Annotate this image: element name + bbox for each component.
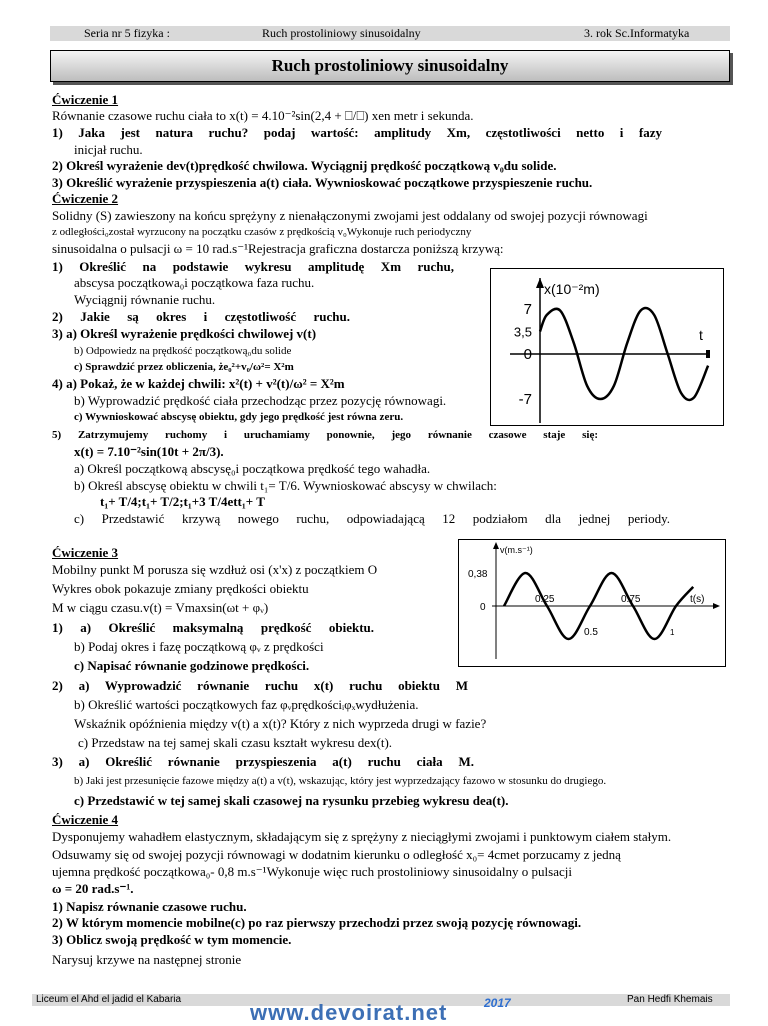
ex2-q5: 5) Zatrzymujemy ruchomy i uruchamiamy ponownie, jego równanie czasowe staje się: bbox=[52, 429, 598, 441]
footer-school: Liceum el Ahd el jadid el Kabaria bbox=[36, 994, 182, 1005]
ex2-q1-b: abscysa początkowa₀i początkowa faza ruchu. bbox=[74, 275, 315, 290]
ex3-q3a: 3) a) Określić równanie przyspieszenia a(t) ruchu ciała M. bbox=[52, 754, 474, 769]
y-tick-label: 3,5 bbox=[513, 324, 532, 340]
ex1-q3: 3) Określić wyrażenie przyspieszenia a(t) ciała. Wywnioskować początkowe przyspieszenie ruchu. bbox=[52, 175, 593, 190]
x-tick-label: 1 bbox=[670, 628, 675, 637]
displacement-chart bbox=[490, 268, 724, 426]
ex3-q3b: b) Jaki jest przesunięcie fazowe między a(t) a v(t), wskazując, który jest wyprzedzający fazowo w stosunku do drugiego. bbox=[74, 775, 607, 787]
ex3-intro-3: M w ciągu czasu.v(t) = Vmaxsin(ωt + φᵥ) bbox=[52, 600, 269, 615]
exercise-4-heading: Ćwiczenie 4 bbox=[52, 812, 119, 827]
ex3-intro-2: Wykres obok pokazuje zmiany prędkości obiektu bbox=[52, 581, 309, 596]
ex3-q2b-cont: Wskaźnik opóźnienia między v(t) a x(t)? Który z nich wyprzeda drugi w fazie? bbox=[74, 716, 487, 731]
ex2-q5c: c) Przedstawić krzywą nowego ruchu, odpowiadającą 12 podziałom dla jednej periody. bbox=[74, 511, 670, 526]
y-tick-label: -7 bbox=[518, 391, 532, 409]
ex2-q5a: a) Określ początkową abscysę₀i początkowa prędkość tego wahadła. bbox=[74, 461, 431, 476]
x-tick-label: 0.5 bbox=[584, 627, 598, 638]
x-tick-label: 0.75 bbox=[621, 594, 641, 605]
ex4-intro-4: ω = 20 rad.s⁻¹. bbox=[52, 881, 134, 896]
ex3-q1b: b) Podaj okres i fazę początkową φᵥ z prędkości bbox=[74, 639, 324, 654]
y-tick-label: 0 bbox=[480, 602, 486, 613]
x-axis-label: t(s) bbox=[690, 594, 705, 605]
y-tick-label: 0 bbox=[523, 346, 532, 363]
ex2-q4b: b) Wyprowadzić prędkość ciała przechodząc przez pozycję równowagi. bbox=[74, 393, 447, 408]
ex4-q3: 3) Oblicz swoją prędkość w tym momencie. bbox=[52, 932, 292, 947]
ex2-q5b: b) Określ abscysę obiektu w chwili t₁= T/6. Wywnioskować abscysy w chwilach: bbox=[74, 478, 497, 493]
ex3-q1a: 1) a) Określić maksymalną prędkość obiektu. bbox=[52, 620, 374, 635]
exercise-1-heading: Ćwiczenie 1 bbox=[52, 92, 119, 107]
x-axis-label: t bbox=[699, 327, 703, 343]
exercise-2-heading: Ćwiczenie 2 bbox=[52, 191, 119, 206]
ex3-q1c: c) Napisać równanie godzinowe prędkości. bbox=[74, 658, 310, 673]
y-axis-label: v(m.s⁻¹) bbox=[500, 545, 533, 555]
ex2-q3a: 3) a) Określ wyrażenie prędkości chwilowej v(t) bbox=[52, 326, 317, 341]
exercise-1-intro: Równanie czasowe ruchu ciała to x(t) = 4.10⁻²sin(2,4 + ⎕/⎕) xen metr i sekunda. bbox=[52, 108, 474, 123]
ex3-q2b: b) Określić wartości początkowych faz φᵥprędkościᵢφₓwydłużenia. bbox=[74, 697, 419, 712]
ex2-q4a: 4) a) Pokaż, że w każdej chwili: x²(t) + v²(t)/ω² = X²m bbox=[52, 376, 345, 391]
ex4-intro-3: ujemna prędkość początkowa₀- 0,8 m.s⁻¹Wykonuje więc ruch prostoliniowy sinusoidalny o pulsacji bbox=[52, 864, 572, 879]
x-tick-label: 0.25 bbox=[535, 594, 555, 605]
ex2-intro-2: z odległości₀został wyrzucony na początku czasów z prędkością v₀Wykonuje ruch periodyczny bbox=[52, 226, 472, 238]
ex3-q3c: c) Przedstawić w tej samej skali czasowej na rysunku przebieg wykresu dea(t). bbox=[74, 793, 509, 808]
x-axis-end bbox=[706, 350, 710, 358]
ex4-intro-1: Dysponujemy wahadłem elastycznym, składającym się z sprężyny z nieciągłymi zwojami i punktowym ciałem stałym. bbox=[52, 829, 672, 844]
velocity-chart bbox=[458, 539, 726, 667]
watermark-logo: www.devoirat.net bbox=[250, 1000, 448, 1025]
header-series: Seria nr 5 fizyka : bbox=[84, 26, 170, 40]
ex3-intro-1: Mobilny punkt M porusza się wzdłuż osi (x'x) z początkiem O bbox=[52, 562, 378, 577]
footer-year: 2017 bbox=[484, 996, 511, 1010]
ex4-q1: 1) Napisz równanie czasowe ruchu. bbox=[52, 899, 247, 914]
ex2-intro-3: sinusoidalna o pulsacji ω = 10 rad.s⁻¹Rejestracja graficzna dostarcza poniższą krzywą: bbox=[52, 241, 504, 256]
y-tick-label: 0,38 bbox=[468, 569, 488, 581]
header-class: 3. rok Sc.Informatyka bbox=[584, 26, 690, 40]
y-axis-label: x(10⁻²m) bbox=[544, 281, 600, 297]
ex1-q1: 1) Jaka jest natura ruchu? podaj wartość: amplitudy Xm, częstotliwości netto i fazy bbox=[52, 125, 662, 140]
ex2-q1-c: Wyciągnij równanie ruchu. bbox=[74, 292, 216, 307]
ex3-q2a: 2) a) Wyprowadzić równanie ruchu x(t) ruchu obiektu M bbox=[52, 678, 468, 693]
exercise-3-heading: Ćwiczenie 3 bbox=[52, 545, 119, 560]
ex2-q5b-instants: t₁+ T/4;t₁+ T/2;t₁+3 T/4ett₁+ T bbox=[100, 494, 265, 509]
ex4-q2: 2) W którym momencie mobilne(c) po raz pierwszy przechodzi przez swoją pozycję równowagi. bbox=[52, 915, 582, 930]
footer-teacher: Pan Hedfi Khemais bbox=[627, 994, 713, 1005]
page-title: Ruch prostoliniowy sinusoidalny bbox=[50, 50, 730, 82]
ex2-q3b: b) Odpowiedz na prędkość początkową₀du solide bbox=[74, 345, 292, 357]
ex4-intro-2: Odsuwamy się od swojej pozycji równowagi w dodatnim kierunku o odległość x₀= 4cmet porzucamy z jedną bbox=[52, 847, 621, 862]
ex4-note: Narysuj krzywe na następnej stronie bbox=[52, 952, 242, 967]
ex2-q2: 2) Jakie są okres i częstotliwość ruchu. bbox=[52, 309, 350, 324]
ex2-q1: 1) Określić na podstawie wykresu amplitudę Xm ruchu, bbox=[52, 259, 454, 274]
ex1-q1-cont: inicjał ruchu. bbox=[74, 142, 143, 157]
ex2-intro-1: Solidny (S) zawieszony na końcu sprężyny z nienałączonymi zwojami jest oddalany od swojej pozycji równowagi bbox=[52, 208, 648, 223]
header-topic: Ruch prostoliniowy sinusoidalny bbox=[262, 26, 421, 40]
y-tick-label: 7 bbox=[523, 300, 532, 318]
ex1-q2: 2) Określ wyrażenie dev(t)prędkość chwilowa. Wyciągnij prędkość początkową v₀du solide. bbox=[52, 158, 557, 173]
ex2-q5-eq: x(t) = 7.10⁻²sin(10t + 2π/3). bbox=[74, 444, 224, 459]
ex2-q3c: c) Sprawdzić przez obliczenia, że₀²+v₀/ω²= X²m bbox=[74, 361, 294, 373]
page-header bbox=[50, 26, 730, 41]
ex2-q4c: c) Wywnioskować abscysę obiektu, gdy jego prędkość jest równa zeru. bbox=[74, 411, 404, 423]
ex3-q2c: c) Przedstaw na tej samej skali czasu kształt wykresu dex(t). bbox=[78, 735, 393, 750]
